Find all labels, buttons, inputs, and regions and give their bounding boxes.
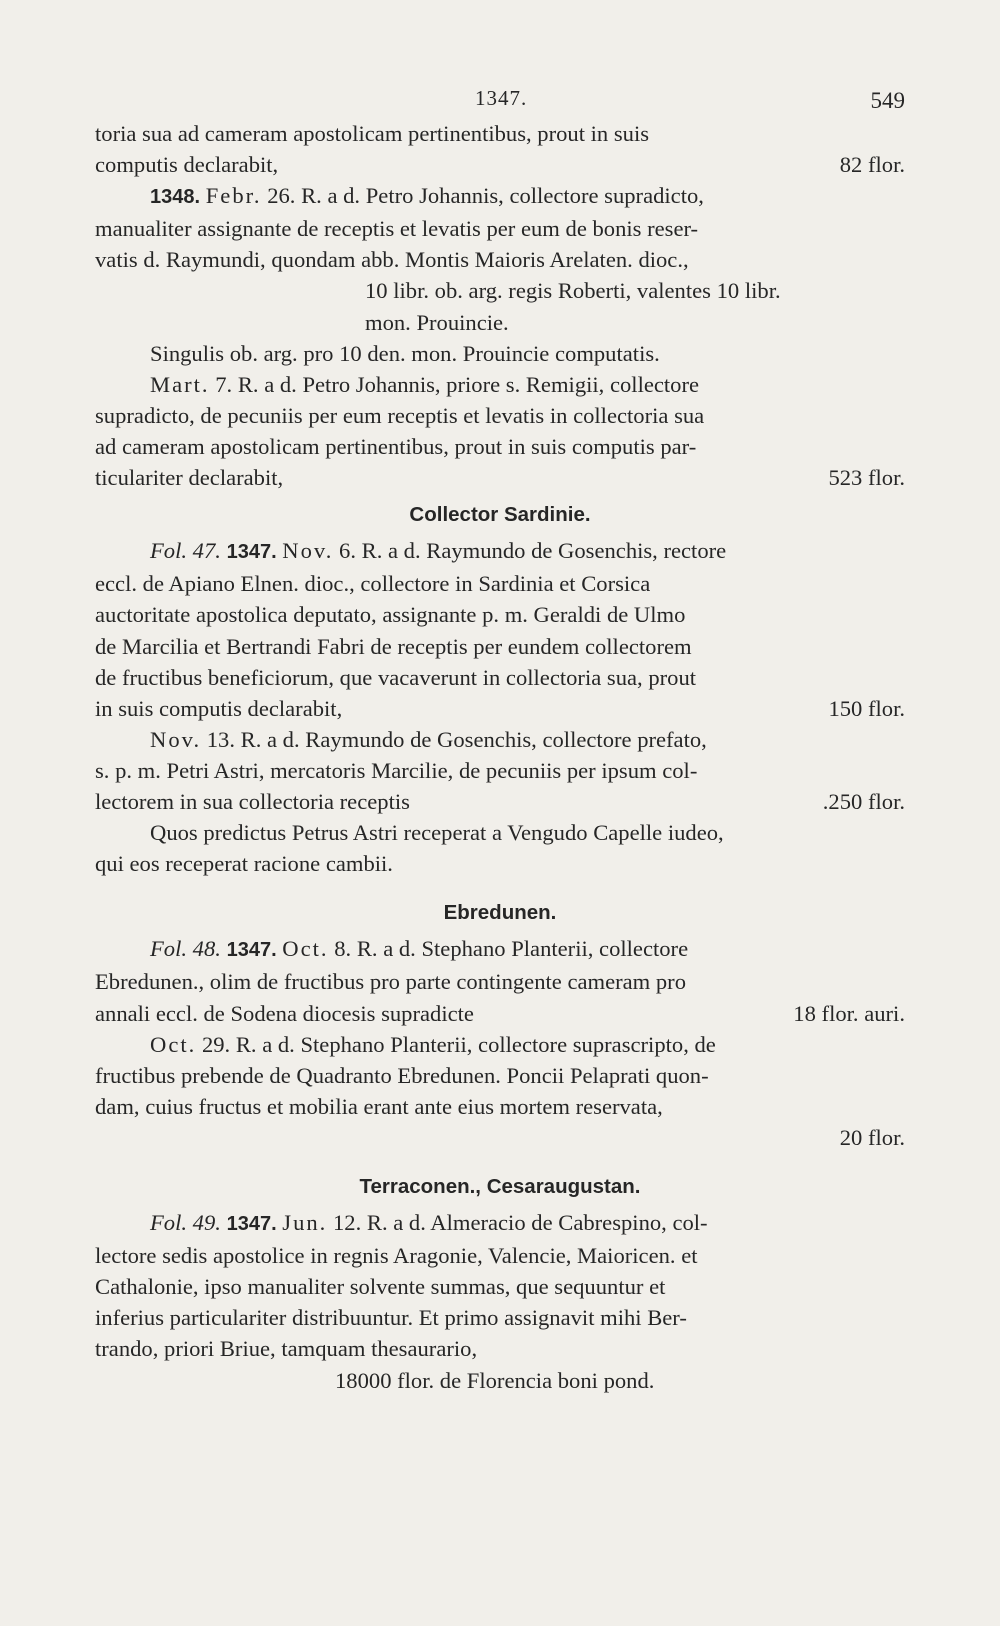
text-line bbox=[95, 933, 905, 966]
text-line: supradicto, de pecuniis per eum receptis et levatis in collectoria sua bbox=[95, 402, 705, 428]
entry-block-9 bbox=[95, 1207, 905, 1396]
line-text: 29. R. a d. Stephano Planterii, collectore suprascripto, de bbox=[201, 1031, 716, 1057]
text-line: de fructibus beneficiorum, que vacaverunt in collectoria sua, prout bbox=[95, 664, 697, 690]
text-line: Ebredunen., olim de fructibus pro parte contingente cameram pro bbox=[95, 969, 686, 995]
text-line: vatis d. Raymundi, quondam abb. Montis Maioris Arelaten. dioc., bbox=[95, 247, 689, 273]
document-body bbox=[95, 118, 905, 1396]
text-line: eccl. de Apiano Elnen. dioc., collectore in Sardinia et Corsica bbox=[95, 571, 651, 597]
text-line bbox=[95, 1207, 905, 1240]
entry-block-7 bbox=[95, 933, 905, 1028]
section-heading: Ebredunen. bbox=[443, 901, 557, 925]
text-line bbox=[95, 535, 905, 568]
running-head-year: 1347. bbox=[475, 86, 528, 110]
text-line bbox=[95, 724, 905, 755]
text-line-with-amount bbox=[95, 462, 905, 493]
text-line-with-amount bbox=[95, 149, 905, 180]
entry-block-2 bbox=[95, 180, 905, 369]
amount: 150 flor. bbox=[828, 695, 905, 721]
text-line bbox=[95, 275, 905, 306]
text-line bbox=[95, 369, 905, 400]
text-line: toria sua ad cameram apostolicam pertinentibus, prout in suis bbox=[95, 121, 650, 146]
text-line: Cathalonie, ipso manualiter solvente summas, que sequuntur et bbox=[95, 1274, 666, 1300]
line-text: 8. R. a d. Stephano Planterii, collectore bbox=[334, 936, 689, 962]
text-line-with-amount bbox=[95, 1122, 905, 1153]
entry-block-8 bbox=[95, 1029, 905, 1153]
text-line: fructibus prebende de Quadranto Ebredunen. Poncii Pelaprati quon- bbox=[95, 1062, 709, 1088]
entry-date: Febr. bbox=[205, 183, 262, 209]
amount: 523 flor. bbox=[828, 465, 905, 491]
entry-block-6 bbox=[95, 817, 905, 879]
entry-date: Jun. bbox=[282, 1210, 328, 1236]
page-number: 549 bbox=[870, 88, 905, 113]
folio-ref: Fol. 49. bbox=[150, 1210, 221, 1236]
entry-date: Mart. bbox=[150, 371, 210, 397]
line-text: ticulariter declarabit, bbox=[95, 465, 284, 491]
text-line: trando, priori Briue, tamquam thesaurario, bbox=[95, 1336, 478, 1362]
text-line: s. p. m. Petri Astri, mercatoris Marcilie, de pecuniis per ipsum col- bbox=[95, 757, 698, 783]
text-line-with-amount bbox=[95, 786, 905, 817]
text-line: lectore sedis apostolice in regnis Aragonie, Valencie, Maioricen. et bbox=[95, 1243, 698, 1269]
line-text: computis declarabit, bbox=[95, 152, 279, 178]
text-line bbox=[95, 180, 905, 213]
line-text: annali eccl. de Sodena diocesis supradicte bbox=[95, 1000, 474, 1026]
amount: 20 flor. bbox=[839, 1124, 905, 1150]
line-text: 7. R. a d. Petro Johannis, priore s. Remigii, collectore bbox=[215, 371, 700, 397]
entry-number: 1347. bbox=[226, 1213, 277, 1236]
amount: 82 flor. bbox=[839, 152, 905, 178]
amount: 18 flor. auri. bbox=[793, 1000, 905, 1026]
text-line: dam, cuius fructus et mobilia erant ante eius mortem reservata, bbox=[95, 1093, 663, 1119]
entry-block-3 bbox=[95, 369, 905, 493]
text-line: 18000 flor. de Florencia boni pond. bbox=[335, 1367, 655, 1393]
text-line: manualiter assignante de receptis et levatis per eum de bonis reser- bbox=[95, 216, 699, 242]
entry-block-5 bbox=[95, 724, 905, 817]
text-line: de Marcilia et Bertrandi Fabri de receptis per eundem collectorem bbox=[95, 633, 692, 659]
amount: .250 flor. bbox=[822, 788, 905, 814]
line-text: 12. R. a d. Almeracio de Cabrespino, col- bbox=[333, 1210, 708, 1236]
entry-date: Oct. bbox=[150, 1031, 197, 1057]
line-text: 6. R. a d. Raymundo de Gosenchis, rectore bbox=[339, 538, 727, 564]
text-line: ad cameram apostolicam pertinentibus, prout in suis computis par- bbox=[95, 433, 697, 459]
line-text: 13. R. a d. Raymundo de Gosenchis, collectore prefato, bbox=[206, 726, 707, 752]
section-heading: Collector Sardinie. bbox=[409, 503, 591, 527]
entry-number: 1347. bbox=[226, 939, 277, 962]
line-text: 10 libr. ob. arg. regis Roberti, valentes 10 libr. bbox=[365, 278, 781, 304]
entry-number: 1347. bbox=[226, 541, 277, 564]
section-heading: Terraconen., Cesaraugustan. bbox=[359, 1175, 641, 1198]
line-text: in suis computis declarabit, bbox=[95, 695, 343, 721]
document-page bbox=[95, 78, 905, 1396]
text-line-with-amount bbox=[95, 998, 905, 1029]
entry-number: 1348. bbox=[150, 186, 201, 209]
text-line: Quos predictus Petrus Astri receperat a Vengudo Capelle iudeo, bbox=[150, 820, 724, 846]
entry-block-4 bbox=[95, 535, 905, 724]
entry-date: Nov. bbox=[282, 538, 334, 564]
entry-date: Nov. bbox=[150, 726, 202, 752]
text-line: auctoritate apostolica deputato, assignante p. m. Geraldi de Ulmo bbox=[95, 602, 686, 628]
text-line bbox=[95, 1029, 905, 1060]
folio-ref: Fol. 47. bbox=[150, 538, 221, 564]
entry-date: Oct. bbox=[282, 936, 329, 962]
line-text: lectorem in sua collectoria receptis bbox=[95, 788, 410, 814]
text-line: qui eos receperat racione cambii. bbox=[95, 851, 393, 877]
folio-ref: Fol. 48. bbox=[150, 936, 221, 962]
line-text: 26. R. a d. Petro Johannis, collectore supradicto, bbox=[267, 183, 704, 209]
entry-block-1 bbox=[95, 118, 905, 180]
text-line-with-amount bbox=[95, 693, 905, 724]
page-header bbox=[95, 78, 905, 118]
text-line: inferius particulariter distribuuntur. Et primo assignavit mihi Ber- bbox=[95, 1305, 687, 1331]
text-line: mon. Prouincie. bbox=[365, 309, 509, 335]
text-line: Singulis ob. arg. pro 10 den. mon. Prouincie computatis. bbox=[150, 340, 660, 366]
